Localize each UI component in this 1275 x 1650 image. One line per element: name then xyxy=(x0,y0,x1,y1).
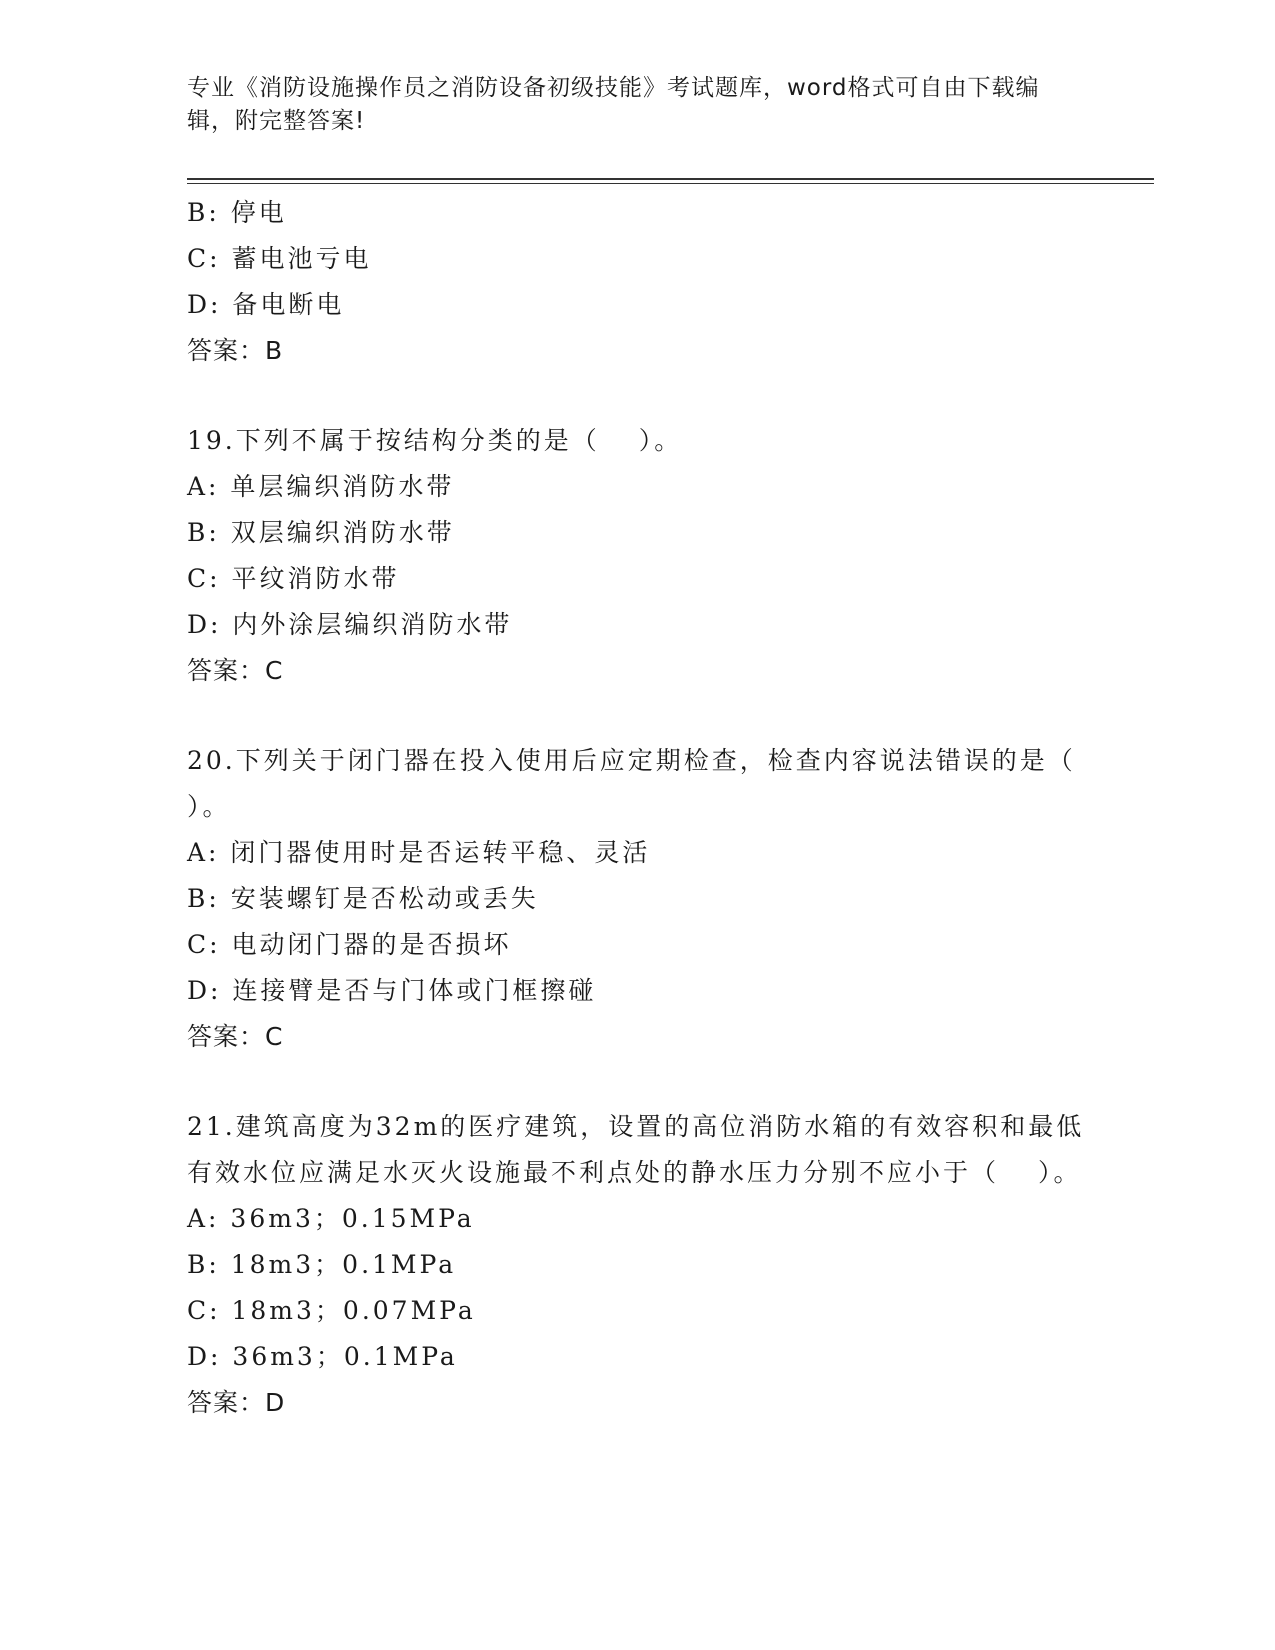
answer: 答案：C xyxy=(187,656,284,685)
question-stem: 20.下列关于闭门器在投入使用后应定期检查，检查内容说法错误的是（ ）。 xyxy=(187,746,1115,821)
option-c: C: 18m3；0.07MPa xyxy=(187,1296,476,1325)
option-a: A: 闭门器使用时是否运转平稳、灵活 xyxy=(187,838,651,867)
option-c: C: 平纹消防水带 xyxy=(187,564,400,593)
answer: 答案：D xyxy=(187,1388,286,1417)
question-content xyxy=(187,190,1115,1426)
option-b: B: 停电 xyxy=(187,198,287,227)
page-header xyxy=(187,72,1087,138)
answer: 答案：C xyxy=(187,1022,284,1051)
option-c: C: 电动闭门器的是否损坏 xyxy=(187,930,512,959)
answer: 答案：B xyxy=(187,336,284,365)
option-b: B: 双层编织消防水带 xyxy=(187,518,455,547)
option-a: A: 单层编织消防水带 xyxy=(187,472,455,501)
header-line-2: 辑，附完整答案! xyxy=(187,108,366,134)
option-c: C: 蓄电池亏电 xyxy=(187,244,372,273)
option-a: A: 36m3；0.15MPa xyxy=(187,1204,475,1233)
question-fragment xyxy=(187,190,1087,374)
header-line-1: 专业《消防设施操作员之消防设备初级技能》考试题库，word格式可自由下载编 xyxy=(187,75,1040,101)
option-d: D: 连接臂是否与门体或门框擦碰 xyxy=(187,976,597,1005)
question-20 xyxy=(187,738,1115,1060)
option-b: B: 18m3；0.1MPa xyxy=(187,1250,457,1279)
header-divider xyxy=(187,178,1154,184)
question-21 xyxy=(187,1104,1087,1426)
question-stem: 19.下列不属于按结构分类的是（ ）。 xyxy=(187,426,683,455)
option-b: B: 安装螺钉是否松动或丢失 xyxy=(187,884,539,913)
question-stem: 21.建筑高度为32m的医疗建筑，设置的高位消防水箱的有效容积和最低有效水位应满足水灭火设施最不利点处的静水压力分别不应小于（ ）。 xyxy=(187,1112,1085,1187)
option-d: D: 内外涂层编织消防水带 xyxy=(187,610,513,639)
question-19 xyxy=(187,418,1087,694)
option-d: D: 备电断电 xyxy=(187,290,345,319)
option-d: D: 36m3；0.1MPa xyxy=(187,1342,458,1371)
